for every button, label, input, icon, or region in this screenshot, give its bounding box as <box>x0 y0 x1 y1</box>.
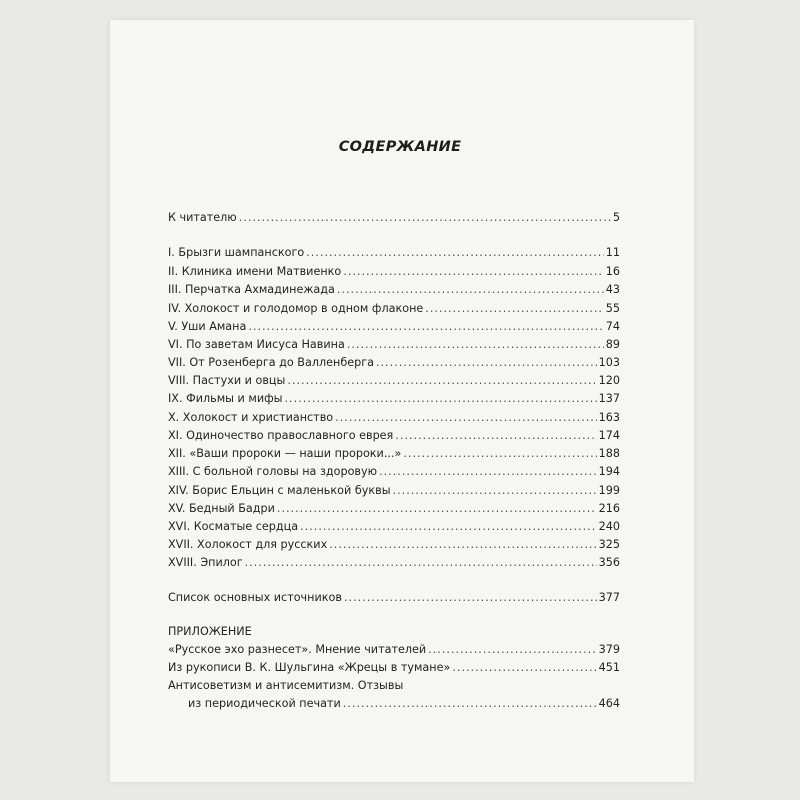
toc-entry-page: 199 <box>598 484 620 497</box>
toc-leader-dots <box>428 643 596 657</box>
toc-entry-chapter-15 <box>168 502 620 516</box>
toc-entry-label: XII. «Ваши пророки — наши пророки...» <box>168 447 402 460</box>
toc-entry-chapter-3 <box>168 283 620 297</box>
toc-entry-chapter-16 <box>168 520 620 534</box>
toc-entry-label: V. Уши Амана <box>168 320 247 333</box>
toc-leader-dots <box>277 502 597 516</box>
toc-entry-label: I. Брызги шампанского <box>168 246 305 259</box>
toc-entry-label: XIII. С больной головы на здоровую <box>168 465 378 478</box>
toc-leader-dots <box>245 556 597 570</box>
toc-entry-appendix-3-line-1: Антисоветизм и антисемитизм. Отзывы <box>168 679 404 692</box>
toc-entry-appendix-3 <box>168 697 620 711</box>
toc-entry-page: 5 <box>612 211 620 224</box>
toc-leader-dots <box>376 356 597 370</box>
toc-leader-dots <box>343 265 603 279</box>
toc-entry-page: 174 <box>598 429 620 442</box>
toc-entry-sources <box>168 591 620 605</box>
toc-leader-dots <box>344 591 597 605</box>
toc-entry-page: 120 <box>598 374 620 387</box>
toc-entry-appendix-1 <box>168 643 620 657</box>
toc-entry-label: Список основных источников <box>168 591 342 604</box>
toc-entry-chapter-2 <box>168 265 620 279</box>
toc-leader-dots <box>335 411 596 425</box>
toc-entry-chapter-1 <box>168 246 620 260</box>
toc-leader-dots <box>239 211 611 225</box>
appendix-heading: ПРИЛОЖЕНИЕ <box>168 625 252 638</box>
toc-entry-chapter-9 <box>168 392 620 406</box>
toc-entry-chapter-17 <box>168 538 620 552</box>
toc-entry-page: 188 <box>598 447 620 460</box>
toc-entry-page: 11 <box>605 246 620 259</box>
toc-entry-page: 377 <box>598 591 620 604</box>
toc-leader-dots <box>306 246 604 260</box>
toc-entry-label: К читателю <box>168 211 237 224</box>
toc-entry-label: III. Перчатка Ахмадинежада <box>168 283 335 296</box>
toc-entry-chapter-7 <box>168 356 620 370</box>
toc-leader-dots <box>379 465 597 479</box>
toc-entry-label: из периодической печати <box>188 697 341 710</box>
toc-entry-chapter-6 <box>168 338 620 352</box>
toc-entry-label: XV. Бедный Бадри <box>168 502 275 515</box>
toc-entry-chapter-5 <box>168 320 620 334</box>
toc-entry-page: 325 <box>598 538 620 551</box>
toc-leader-dots <box>285 392 597 406</box>
toc-leader-dots <box>403 447 596 461</box>
toc-leader-dots <box>347 338 604 352</box>
toc-entry-page: 356 <box>598 556 620 569</box>
toc-leader-dots <box>393 484 597 498</box>
toc-entry-chapter-13 <box>168 465 620 479</box>
toc-leader-dots <box>337 283 604 297</box>
toc-entry-page: 55 <box>605 302 620 315</box>
toc-entry-label: XI. Одиночество православного еврея <box>168 429 394 442</box>
toc-entry-chapter-11 <box>168 429 620 443</box>
page-title: СОДЕРЖАНИЕ <box>338 139 462 155</box>
toc-entry-label: XVII. Холокост для русских <box>168 538 328 551</box>
toc-leader-dots <box>425 302 603 316</box>
toc-leader-dots <box>343 697 597 711</box>
toc-entry-page: 216 <box>598 502 620 515</box>
toc-entry-page: 137 <box>598 392 620 405</box>
toc-entry-page: 103 <box>598 356 620 369</box>
toc-entry-page: 16 <box>605 265 620 278</box>
toc-entry-chapter-4 <box>168 302 620 316</box>
toc-leader-dots <box>452 661 596 675</box>
toc-entry-page: 89 <box>605 338 620 351</box>
toc-entry-page: 240 <box>598 520 620 533</box>
toc-entry-label: Из рукописи В. К. Шульгина «Жрецы в тумане» <box>168 661 451 674</box>
toc-entry-chapter-8 <box>168 374 620 388</box>
toc-entry-label: XIV. Борис Ельцин с маленькой буквы <box>168 484 391 497</box>
toc-entry-page: 379 <box>598 643 620 656</box>
toc-leader-dots <box>287 374 596 388</box>
toc-entry-chapter-10 <box>168 411 620 425</box>
toc-entry-label: VIII. Пастухи и овцы <box>168 374 286 387</box>
toc-entry-page: 74 <box>605 320 620 333</box>
toc-leader-dots <box>329 538 596 552</box>
toc-entry-to-reader <box>168 211 620 225</box>
toc-entry-label: IX. Фильмы и мифы <box>168 392 283 405</box>
toc-entry-label: XVIII. Эпилог <box>168 556 243 569</box>
toc-entry-page: 194 <box>598 465 620 478</box>
toc-entry-chapter-14 <box>168 484 620 498</box>
toc-entry-label: II. Клиника имени Матвиенко <box>168 265 342 278</box>
toc-entry-page: 464 <box>598 697 620 710</box>
toc-entry-page: 43 <box>605 283 620 296</box>
toc-entry-page: 451 <box>598 661 620 674</box>
toc-entry-label: IV. Холокост и голодомор в одном флаконе <box>168 302 424 315</box>
toc-leader-dots <box>248 320 603 334</box>
toc-leader-dots <box>395 429 596 443</box>
toc-entry-label: VI. По заветам Иисуса Навина <box>168 338 345 351</box>
toc-entry-label: VII. От Розенберга до Валленберга <box>168 356 374 369</box>
toc-leader-dots <box>300 520 597 534</box>
toc-entry-appendix-2 <box>168 661 620 675</box>
toc-entry-chapter-18 <box>168 556 620 570</box>
toc-entry-label: XVI. Косматые сердца <box>168 520 299 533</box>
toc-entry-chapter-12 <box>168 447 620 461</box>
toc-entry-label: X. Холокост и христианство <box>168 411 334 424</box>
toc-entry-label: «Русское эхо разнесет». Мнение читателей <box>168 643 427 656</box>
toc-entry-page: 163 <box>598 411 620 424</box>
